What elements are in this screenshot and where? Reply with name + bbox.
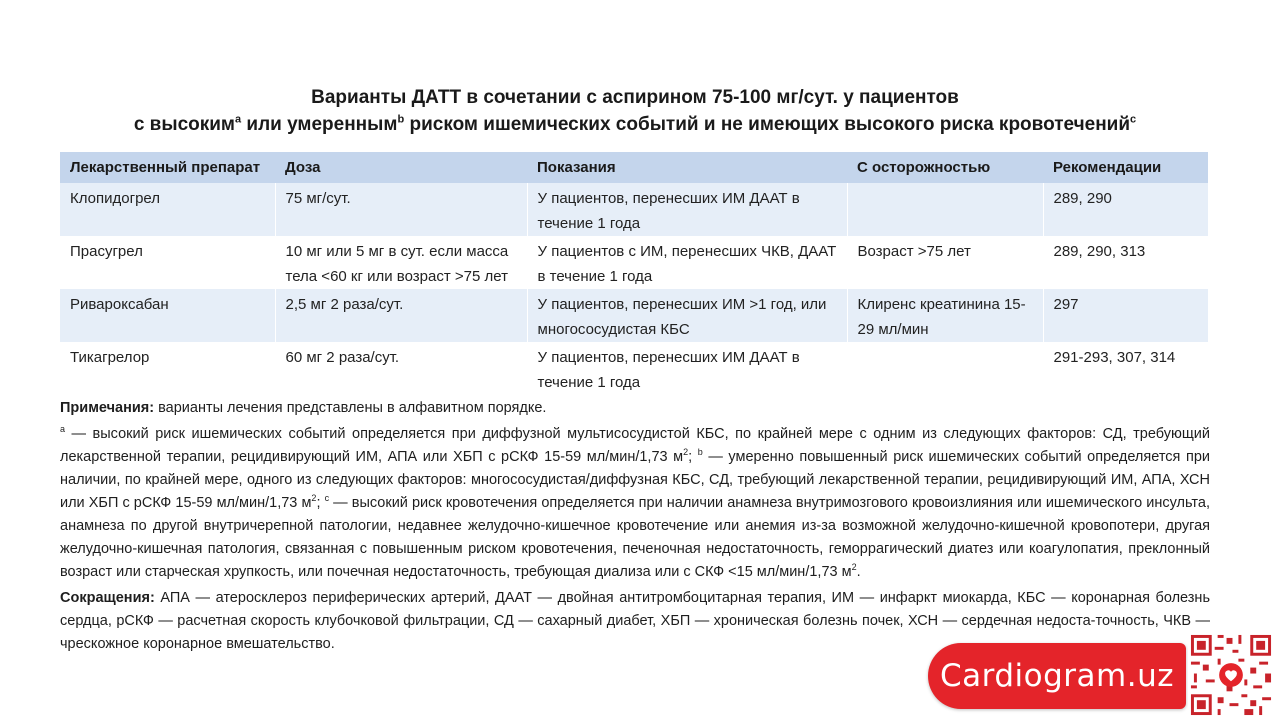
cell-recommendations: 289, 290, 313 [1043,236,1208,289]
title-part-1: с высоким [133,114,235,135]
title-sup-b: b [397,113,405,126]
cell-caution [847,342,1043,395]
title-sup-c: c [1130,113,1137,126]
notes-label: Примечания: [60,400,155,416]
cell-indications: У пациентов, перенесших ИМ >1 год, или многососудистая КБС [527,289,847,342]
note-sup-a: a [60,424,66,435]
slide-title [60,84,1210,138]
cell-caution: Клиренс креатинина 15-29 мл/мин [847,289,1043,342]
note-sup-b: b [697,447,703,458]
title-part-3: риском ишемических событий и не имеющих высокого риска кровотечений [404,114,1131,135]
note-sep-c: ; [316,495,325,511]
note-def-b: — умеренно повышенный риск ишемических событий определяется при наличии, по крайней мере, одного из следующих факторов: многососудистая/диффузная КБС, СД, требующий лекарственной терапии, рецидивирующий ИМ, АПА, ХСН или ХБП с рСКФ 15-59 мл/мин/1,73 м [60,449,1210,511]
title-part-2: или умеренным [241,114,398,135]
note-def-a: — высокий риск ишемических событий определяется при диффузной мультисосудистой КБС, по крайней мере с одним из следующих факторов: СД, требующий лекарственной терапии, рецидивирующий ИМ, АПА или ХБП с рСКФ 15-59 мл/мин/1,73 м [60,426,1210,465]
table-row [60,236,1208,289]
cell-drug: Ривароксабан [60,289,275,342]
note-sup-2a: 2 [683,447,689,458]
cell-dose: 2,5 мг 2 раза/сут. [275,289,527,342]
brand-badge[interactable] [928,643,1186,709]
cell-recommendations: 297 [1043,289,1208,342]
abbreviations-label: Сокращения: [60,590,155,606]
table-row [60,183,1208,236]
note-sup-2b: 2 [311,493,317,504]
table-row [60,289,1208,342]
cell-caution [847,183,1043,236]
header-drug: Лекарственный препарат [60,152,275,183]
cell-caution: Возраст >75 лет [847,236,1043,289]
notes-text: варианты лечения представлены в алфавитном порядке. [154,400,547,416]
table-row [60,342,1208,395]
table-header-row [60,152,1208,183]
header-dose: Доза [275,152,527,183]
notes-line [60,397,1210,420]
cell-recommendations: 291-293, 307, 314 [1043,342,1208,395]
drug-table [60,152,1208,395]
cell-drug: Прасугрел [60,236,275,289]
header-indications: Показания [527,152,847,183]
note-sep-b: ; [688,449,698,465]
cell-dose: 75 мг/сут. [275,183,527,236]
note-end-c: . [856,564,861,580]
note-def-c: — высокий риск кровотечения определяется при наличии анамнеза внутримозгового кровоизлияния или ишемического инсульта, анамнеза по другой внутричерепной патологии, недавнее желудочно-кишечное кровотечение или анемия из-за возможной желудочно-кишечной кровопотери, другая желудочно-кишечная патология, связанная с повышенным риском кровотечения, печеночная недостаточность, геморрагический диатез или коагулопатия, преклонный возраст или старческая хрупкость, или почечная недостаточность, требующая диализа или с СКФ <15 мл/мин/1,73 м [60,495,1210,580]
header-caution: С осторожностью [847,152,1043,183]
cell-indications: У пациентов с ИМ, перенесших ЧКВ, ДААТ в течение 1 года [527,236,847,289]
cell-drug: Тикагрелор [60,342,275,395]
title-sup-a: a [234,113,242,126]
cell-recommendations: 289, 290 [1043,183,1208,236]
title-line-1: Варианты ДАТТ в сочетании с аспирином 75-100 мг/сут. у пациентов [311,87,959,108]
title-line-2 [60,111,1210,138]
cell-dose: 60 мг 2 раза/сут. [275,342,527,395]
footnotes [60,397,1210,659]
cell-indications: У пациентов, перенесших ИМ ДААТ в течение 1 года [527,183,847,236]
note-sup-c: c [324,493,330,504]
qr-code-icon [1188,632,1274,718]
header-recommendations: Рекомендации [1043,152,1208,183]
cell-drug: Клопидогрел [60,183,275,236]
cell-indications: У пациентов, перенесших ИМ ДААТ в течение 1 года [527,342,847,395]
abbreviations-text: АПА — атеросклероз периферических артерий, ДААТ — двойная антитромбоцитарная терапия, ИМ — инфаркт миокарда, КБС — коронарная болезнь сердца, рСКФ — расчетная скорость клубочковой фильтрации, СД — сахарный диабет, ХБП — хроническая болезнь почек, ХСН — сердечная недоста-точность, ЧКВ — чрескожное коронарное вмешательство. [60,590,1210,652]
cell-dose: 10 мг или 5 мг в сут. если масса тела <60 кг или возраст >75 лет [275,236,527,289]
notes-definitions [60,423,1210,584]
brand-label: Cardiogram.uz [940,658,1174,694]
note-sup-2c: 2 [851,562,857,573]
